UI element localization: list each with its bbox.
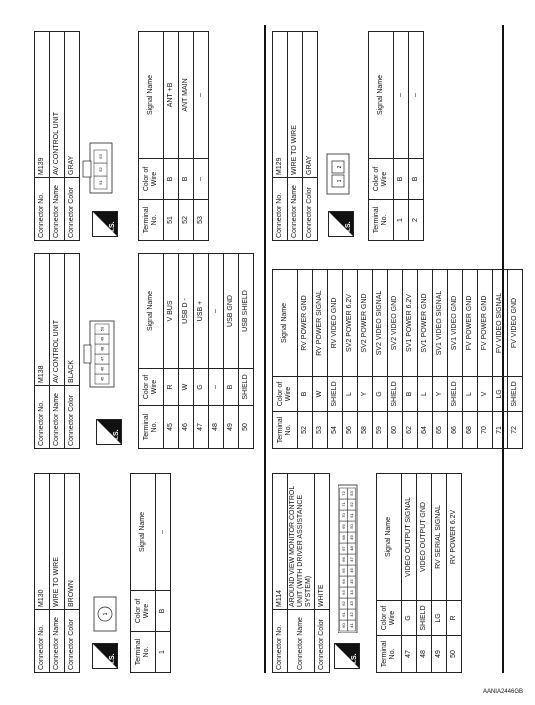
m138-pin: 50 — [99, 326, 105, 332]
sheet-frame — [32, 25, 518, 673]
th-terminal: Terminal No. — [139, 200, 164, 241]
m114-color: WHITE — [315, 474, 330, 610]
m138-signal-cell: USB SHIELD — [239, 254, 254, 369]
m114-pin: 41 — [349, 623, 355, 628]
m114-wire-cell: R — [447, 601, 462, 636]
m130-no: M130 — [35, 474, 50, 610]
m114-pin: 52 — [349, 502, 355, 507]
m114-pin: 65 — [341, 568, 347, 573]
m114-wire-cell: SHIELD — [417, 601, 432, 636]
m114-cont-terminal-cell: 64 — [418, 412, 433, 449]
m139-wire-cell: B — [164, 159, 179, 200]
m114-cont-row — [373, 270, 388, 449]
m129-wire-cell: B — [409, 159, 424, 200]
m114-row — [417, 474, 432, 673]
label-connector-name: Connector Name — [50, 178, 65, 241]
m114-cont-row — [298, 270, 313, 449]
m114-cont-wire-cell: G — [373, 377, 388, 412]
m114-cont-row — [343, 270, 358, 449]
m114-pin: 43 — [349, 601, 355, 606]
m114-pin: 64 — [341, 579, 347, 584]
m139-color: GRAY — [65, 32, 80, 178]
m130-color: BROWN — [65, 474, 80, 610]
m114-pin: 70 — [341, 513, 347, 518]
m139-connector-face — [80, 137, 120, 195]
m138-terminal-cell: 48 — [209, 406, 224, 449]
m139-panel — [34, 31, 204, 241]
m114-cont-terminal-cell: 60 — [388, 412, 403, 449]
m130-pin-1: 1 — [103, 612, 109, 616]
m114-cont-row — [358, 270, 373, 449]
th-wire: Color of Wire — [369, 159, 394, 200]
m114-cont-wire-cell: Y — [433, 377, 448, 412]
m138-panel — [34, 249, 249, 449]
label-connector-color: Connector Color — [65, 610, 80, 673]
m138-pin-table — [138, 253, 254, 449]
m130-panel — [34, 465, 166, 673]
m114-pin: 72 — [341, 491, 347, 496]
m129-no: M129 — [273, 32, 288, 178]
m114-terminal-cell: 47 — [402, 636, 417, 673]
m138-header-table — [34, 253, 80, 449]
m114-cont-signal-cell: SV2 POWER GND — [358, 270, 373, 377]
m114-cont-signal-cell: RV VIDEO GND — [328, 270, 343, 377]
m114-signal-cell: RV POWER 6.2V — [447, 474, 462, 601]
m114-row — [447, 474, 462, 673]
th-signal: Signal Name — [139, 254, 164, 369]
m138-terminal-cell: 47 — [194, 406, 209, 449]
m139-header-table — [34, 31, 80, 241]
m114-cont-signal-cell: FV POWER GND — [478, 270, 493, 377]
m138-wire-cell: – — [209, 369, 224, 406]
m139-terminal-cell: 51 — [164, 200, 179, 241]
m130-connector-face — [90, 593, 120, 633]
m114-connector-face — [338, 483, 358, 633]
m129-connector-face — [326, 151, 352, 195]
m114-pin: 49 — [349, 535, 355, 540]
m114-cont-signal-cell: SV2 VIDEO GND — [388, 270, 403, 377]
hs-badge: H.S. — [334, 643, 360, 669]
m114-cont-terminal-cell: 71 — [493, 412, 508, 449]
m129-pin-table — [368, 31, 424, 241]
m129-name: WIRE TO WIRE — [288, 32, 303, 178]
m138-pin: 45 — [99, 376, 105, 382]
m138-wire-cell: B — [224, 369, 239, 406]
m114-cont-wire-cell: B — [403, 377, 418, 412]
th-terminal: Terminal No. — [139, 406, 164, 449]
m114-cont-row — [388, 270, 403, 449]
th-terminal: Terminal No. — [369, 200, 394, 241]
m114-cont-terminal-cell: 54 — [328, 412, 343, 449]
m114-pin: 44 — [349, 590, 355, 595]
m138-terminal-cell: 46 — [179, 406, 194, 449]
m130-wire-cell: B — [156, 591, 171, 632]
m114-cont-wire-cell: B — [298, 377, 313, 412]
hs-badge: H.S. — [96, 419, 122, 445]
m138-color: BLACK — [65, 254, 80, 386]
m114-cont-signal-cell: SV1 VIDEO SIGNAL — [433, 270, 448, 377]
m114-pin: 51 — [349, 513, 355, 518]
m129-signal-cell: – — [409, 32, 424, 159]
m138-signal-cell: – — [209, 254, 224, 369]
m139-row — [179, 32, 194, 241]
m114-cont-wire-cell: LG — [493, 377, 508, 412]
m114-no: M114 — [273, 474, 288, 610]
m114-header-table — [272, 473, 330, 673]
th-wire: Color of Wire — [377, 601, 402, 636]
m114-cont-terminal-cell: 59 — [373, 412, 388, 449]
m138-terminal-cell: 49 — [224, 406, 239, 449]
m138-connector-face — [82, 317, 122, 389]
center-divider — [264, 25, 266, 673]
m114-cont-row — [328, 270, 343, 449]
m114-terminal-cell: 50 — [447, 636, 462, 673]
m114-pin: 66 — [341, 557, 347, 562]
m138-wire-cell: G — [194, 369, 209, 406]
m130-header-table — [34, 473, 80, 673]
m138-signal-cell: USB D - — [179, 254, 194, 369]
m114-cont-row — [313, 270, 328, 449]
m139-wire-cell: – — [194, 159, 209, 200]
m139-wire-cell: B — [179, 159, 194, 200]
m114-cont-wire-cell: L — [463, 377, 478, 412]
m114-cont-row — [433, 270, 448, 449]
m114-pin: 60 — [341, 623, 347, 628]
m114-row — [432, 474, 447, 673]
m114-terminal-cell: 48 — [417, 636, 432, 673]
m130-terminal-cell: 1 — [156, 632, 171, 673]
m114-terminal-cell: 49 — [432, 636, 447, 673]
label-connector-name: Connector Name — [288, 610, 315, 673]
m114-cont-row — [478, 270, 493, 449]
m139-pin: 51 — [98, 180, 104, 185]
m139-pin: 52 — [98, 167, 104, 172]
m114-pin: 67 — [341, 546, 347, 551]
m139-pin: 53 — [98, 154, 104, 159]
m114-pin: 68 — [341, 535, 347, 540]
th-wire: Color of Wire — [139, 159, 164, 200]
m114-name: AROUND VIEW MONITOR CONTROL UNIT (WITH DRIVER ASSISTANCE SYSTEM) — [288, 474, 315, 610]
m138-wire-cell: R — [164, 369, 179, 406]
th-signal: Signal Name — [139, 32, 164, 159]
m114-cont-terminal-cell: 56 — [343, 412, 358, 449]
label-connector-color: Connector Color — [65, 386, 80, 449]
m139-row — [194, 32, 209, 241]
m114-cont-wire-cell: V — [478, 377, 493, 412]
m114-pin: 50 — [349, 524, 355, 529]
m138-signal-cell: USB GND — [224, 254, 239, 369]
m129-panel — [272, 31, 419, 241]
m114-cont-signal-cell: RV POWER GND — [298, 270, 313, 377]
m138-name: AV CONTROL UNIT — [50, 254, 65, 386]
m129-row — [394, 32, 409, 241]
m129-terminal-cell: 2 — [409, 200, 424, 241]
m138-pin: 46 — [99, 366, 105, 372]
m138-row — [179, 254, 194, 449]
m114-cont-table — [272, 269, 523, 449]
m130-row — [156, 474, 171, 673]
hs-badge: H.S. — [328, 211, 354, 237]
m114-signal-cell: VIDEO OUTPUT GND — [417, 474, 432, 601]
th-terminal: Terminal No. — [131, 632, 156, 673]
m139-row — [164, 32, 179, 241]
m138-signal-cell: V BUS — [164, 254, 179, 369]
th-wire: Color of Wire — [139, 369, 164, 406]
m114-pin: 48 — [349, 546, 355, 551]
m139-name: AV CONTROL UNIT — [50, 32, 65, 178]
m114-pin: 69 — [341, 524, 347, 529]
m138-wire-cell: W — [179, 369, 194, 406]
m114-pin: 46 — [349, 568, 355, 573]
label-connector-no: Connector No. — [35, 386, 50, 449]
label-connector-name: Connector Name — [288, 178, 303, 241]
m114-wire-cell: G — [402, 601, 417, 636]
th-terminal: Terminal No. — [273, 412, 298, 449]
m138-no: M138 — [35, 254, 50, 386]
m114-cont-signal-cell: SV1 POWER GND — [418, 270, 433, 377]
m129-header-table — [272, 31, 318, 241]
m114-cont-terminal-cell: 65 — [433, 412, 448, 449]
m114-cont-signal-cell: FV VIDEO SIGNAL — [493, 270, 508, 377]
m114-pin: 42 — [349, 612, 355, 617]
th-signal: Signal Name — [273, 270, 298, 377]
m138-row — [239, 254, 254, 449]
m114-cont-panel — [272, 259, 523, 449]
m139-pin-table — [138, 31, 209, 241]
m114-pin: 62 — [341, 601, 347, 606]
label-connector-color: Connector Color — [315, 610, 330, 673]
m139-signal-cell: ANT MAIN — [179, 32, 194, 159]
m138-pin: 48 — [99, 346, 105, 352]
hs-badge: H.S. — [92, 643, 118, 669]
m139-terminal-cell: 53 — [194, 200, 209, 241]
label-connector-no: Connector No. — [273, 610, 288, 673]
m138-row — [209, 254, 224, 449]
m138-pin: 49 — [99, 336, 105, 342]
m139-signal-cell: – — [194, 32, 209, 159]
m114-pin: 61 — [341, 612, 347, 617]
m114-cont-wire-cell: L — [418, 377, 433, 412]
m114-cont-wire-cell: Y — [358, 377, 373, 412]
m114-cont-signal-cell: RV POWER SIGNAL — [313, 270, 328, 377]
m114-pin: 45 — [349, 579, 355, 584]
m129-signal-cell: – — [394, 32, 409, 159]
m130-pin-table — [130, 473, 171, 673]
th-signal: Signal Name — [369, 32, 394, 159]
m138-wire-cell: SHIELD — [239, 369, 254, 406]
m114-cont-terminal-cell: 66 — [448, 412, 463, 449]
label-connector-name: Connector Name — [50, 610, 65, 673]
m138-row — [194, 254, 209, 449]
m114-cont-wire-cell: SHIELD — [448, 377, 463, 412]
label-connector-color: Connector Color — [303, 178, 318, 241]
m138-terminal-cell: 45 — [164, 406, 179, 449]
th-signal: Signal Name — [131, 474, 156, 591]
m138-row — [224, 254, 239, 449]
m114-row — [402, 474, 417, 673]
m114-cont-row — [418, 270, 433, 449]
label-connector-no: Connector No. — [35, 610, 50, 673]
m114-pin: 47 — [349, 557, 355, 562]
label-connector-name: Connector Name — [50, 386, 65, 449]
m114-cont-wire-cell: SHIELD — [388, 377, 403, 412]
m130-name: WIRE TO WIRE — [50, 474, 65, 610]
m114-signal-cell: RV SERIAL SIGNAL — [432, 474, 447, 601]
m139-signal-cell: ANT +B — [164, 32, 179, 159]
m114-cont-signal-cell: SV1 VIDEO GND — [448, 270, 463, 377]
m138-pin: 47 — [99, 356, 105, 362]
m130-signal-cell: – — [156, 474, 171, 591]
m114-cont-signal-cell: SV2 VIDEO SIGNAL — [373, 270, 388, 377]
m129-terminal-cell: 1 — [394, 200, 409, 241]
label-connector-no: Connector No. — [35, 178, 50, 241]
m139-terminal-cell: 52 — [179, 200, 194, 241]
m114-cont-row — [448, 270, 463, 449]
m114-cont-terminal-cell: 53 — [313, 412, 328, 449]
m138-signal-cell: USB + — [194, 254, 209, 369]
m114-cont-terminal-cell: 68 — [463, 412, 478, 449]
m139-no: M139 — [35, 32, 50, 178]
m114-cont-wire-cell: SHIELD — [328, 377, 343, 412]
m114-signal-cell: VIDEO OUTPUT SIGNAL — [402, 474, 417, 601]
m129-color: GRAY — [303, 32, 318, 178]
m114-cont-terminal-cell: 72 — [508, 412, 523, 449]
m129-row — [409, 32, 424, 241]
m138-terminal-cell: 50 — [239, 406, 254, 449]
th-signal: Signal Name — [377, 474, 402, 601]
hs-badge: H.S. — [92, 211, 118, 237]
m114-cont-signal-cell: FV POWER GND — [463, 270, 478, 377]
m138-row — [164, 254, 179, 449]
m114-cont-row — [508, 270, 523, 449]
m129-wire-cell: B — [394, 159, 409, 200]
m114-cont-terminal-cell: 58 — [358, 412, 373, 449]
th-terminal: Terminal No. — [377, 636, 402, 673]
m114-cont-wire-cell: SHIELD — [508, 377, 523, 412]
m129-pin-1: 1 — [337, 179, 343, 183]
m114-pin: 63 — [341, 590, 347, 595]
m114-cont-terminal-cell: 62 — [403, 412, 418, 449]
figure-code: AANIA2446GB — [482, 689, 523, 695]
m114-cont-signal-cell: SV2 POWER 6.2V — [343, 270, 358, 377]
m129-pin-2: 2 — [337, 165, 343, 169]
label-connector-color: Connector Color — [65, 178, 80, 241]
m114-cont-terminal-cell: 52 — [298, 412, 313, 449]
m114-pin: 71 — [341, 502, 347, 507]
m114-cont-row — [493, 270, 508, 449]
m114-pin-table — [376, 473, 462, 673]
m114-cont-row — [463, 270, 478, 449]
m114-cont-signal-cell: SV1 POWER 6.2V — [403, 270, 418, 377]
m114-wire-cell: LG — [432, 601, 447, 636]
th-wire: Color of Wire — [131, 591, 156, 632]
m114-cont-signal-cell: FV VIDEO GND — [508, 270, 523, 377]
m114-cont-row — [403, 270, 418, 449]
m114-panel — [272, 465, 457, 673]
m114-cont-wire-cell: L — [343, 377, 358, 412]
th-wire: Color of Wire — [273, 377, 298, 412]
label-connector-no: Connector No. — [273, 178, 288, 241]
m114-cont-wire-cell: W — [313, 377, 328, 412]
m114-pin: 53 — [349, 491, 355, 496]
m114-cont-terminal-cell: 70 — [478, 412, 493, 449]
